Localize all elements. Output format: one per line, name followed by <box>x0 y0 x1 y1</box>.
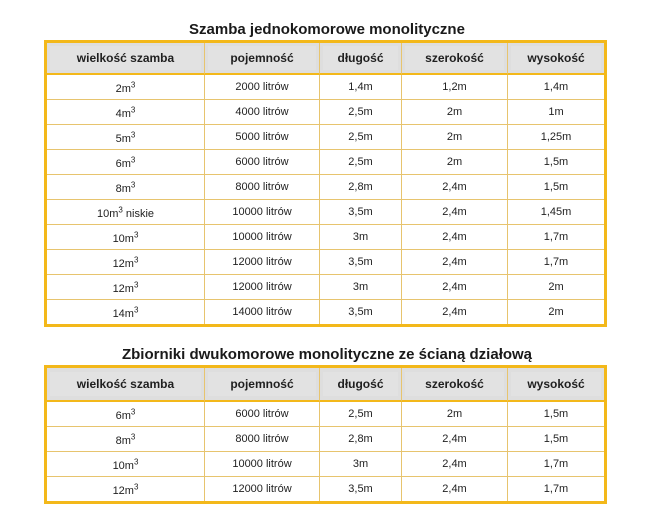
cell-height: 1,7m <box>508 250 604 275</box>
cell-size: $4m^3$ <box>47 100 205 125</box>
cell-height: 1,7m <box>543 483 569 495</box>
cell-size: $12m^3$ <box>47 275 205 300</box>
cell-length: 3m <box>320 275 402 300</box>
header-width: szerokość <box>402 43 508 75</box>
cell-size: $12m^3$ <box>47 477 205 501</box>
table-row <box>47 75 604 100</box>
header-height: wysokość <box>508 43 604 75</box>
cell-length: 3,5m <box>320 477 402 501</box>
cell-height: 1,7m <box>508 225 604 250</box>
cell-height: 2m <box>508 275 604 300</box>
table-row <box>47 175 604 200</box>
cell-length: 3m <box>320 225 402 250</box>
table-row <box>47 150 604 175</box>
cell-capacity: 10000 litrów <box>205 452 320 477</box>
cell-height: 1m <box>508 100 604 125</box>
cell-capacity: 10000 litrów <box>205 200 320 225</box>
table-row <box>47 477 604 501</box>
table-row <box>47 225 604 250</box>
cell-height: 1,5m <box>508 427 604 452</box>
cell-length: 3,5m <box>320 200 402 225</box>
cell-capacity: 6000 litrów <box>205 402 320 427</box>
cell-height: 1,25m <box>508 125 604 150</box>
cell-capacity: 12000 litrów <box>205 250 320 275</box>
table-header-row <box>47 368 604 402</box>
cell-width: 2m <box>402 150 508 175</box>
cell-size: $5m^3$ <box>47 125 205 150</box>
cell-length: 3m <box>320 452 402 477</box>
cell-height: 1,45m <box>508 200 604 225</box>
table-single-chamber <box>44 40 607 327</box>
cell-height: 1,5m <box>508 402 604 427</box>
table-row <box>47 200 604 225</box>
cell-length: 1,4m <box>320 75 402 100</box>
table-row <box>47 300 604 324</box>
cell-height: 2m <box>548 306 564 318</box>
table-row <box>47 452 604 477</box>
cell-capacity: 12000 litrów <box>205 275 320 300</box>
header-capacity: pojemność <box>205 43 320 75</box>
cell-capacity: 8000 litrów <box>205 175 320 200</box>
cell-width: 2,4m <box>402 300 508 324</box>
cell-capacity: 5000 litrów <box>205 125 320 150</box>
cell-height: 1,5m <box>508 150 604 175</box>
cell-width: 2,4m <box>402 225 508 250</box>
cell-width: 2m <box>402 100 508 125</box>
cell-length: 3,5m <box>320 250 402 275</box>
table-row <box>47 402 604 427</box>
cell-size: $2m^3$ <box>47 75 205 100</box>
header-width: szerokość <box>402 368 508 402</box>
cell-length: 2,5m <box>320 402 402 427</box>
table-header-row <box>47 43 604 75</box>
cell-length: 3,5m <box>320 300 402 324</box>
cell-width: 2,4m <box>402 200 508 225</box>
cell-size: $8m^3$ <box>47 175 205 200</box>
table-row <box>47 250 604 275</box>
header-capacity: pojemność <box>205 368 320 402</box>
cell-length: 2,5m <box>320 100 402 125</box>
cell-width: 2,4m <box>402 452 508 477</box>
header-length: długość <box>320 43 402 75</box>
table-double-chamber <box>44 365 607 504</box>
cell-height: 1,5m <box>508 175 604 200</box>
header-length: długość <box>320 368 402 402</box>
cell-width: 2,4m <box>402 427 508 452</box>
cell-size: $10m^3$ <box>47 452 205 477</box>
cell-size: $6m^3$ <box>47 402 205 427</box>
cell-width: 2,4m <box>402 477 508 501</box>
table-row <box>47 427 604 452</box>
header-size: wielkość szamba <box>47 43 205 75</box>
cell-length: 2,5m <box>320 150 402 175</box>
cell-size: $14m^3$ <box>47 300 205 324</box>
cell-length: 2,8m <box>320 175 402 200</box>
cell-size: $10m^3$ <box>47 225 205 250</box>
cell-height: 1,4m <box>508 75 604 100</box>
cell-width: 2,4m <box>402 275 508 300</box>
cell-capacity: 8000 litrów <box>205 427 320 452</box>
cell-capacity: 2000 litrów <box>205 75 320 100</box>
table-row <box>47 100 604 125</box>
cell-capacity: 14000 litrów <box>205 300 320 324</box>
cell-size: $10m^3$ niskie <box>47 200 205 225</box>
table-row <box>47 275 604 300</box>
cell-capacity: 12000 litrów <box>205 477 320 501</box>
cell-width: 2m <box>402 125 508 150</box>
cell-capacity: 10000 litrów <box>205 225 320 250</box>
cell-width: 2m <box>402 402 508 427</box>
cell-size: $12m^3$ <box>47 250 205 275</box>
cell-length: 2,8m <box>320 427 402 452</box>
cell-width: 2,4m <box>402 175 508 200</box>
cell-size: $6m^3$ <box>47 150 205 175</box>
table1-title: Szamba jednokomorowe monolityczne <box>189 21 465 38</box>
table-row <box>47 125 604 150</box>
table2-title: Zbiorniki dwukomorowe monolityczne ze ścianą działową <box>121 346 533 363</box>
cell-size: $8m^3$ <box>47 427 205 452</box>
cell-height: 1,7m <box>508 452 604 477</box>
header-height: wysokość <box>508 368 604 402</box>
cell-length: 2,5m <box>320 125 402 150</box>
cell-capacity: 6000 litrów <box>205 150 320 175</box>
header-size: wielkość szamba <box>47 368 205 402</box>
cell-capacity: 4000 litrów <box>205 100 320 125</box>
cell-width: 1,2m <box>402 75 508 100</box>
cell-width: 2,4m <box>402 250 508 275</box>
